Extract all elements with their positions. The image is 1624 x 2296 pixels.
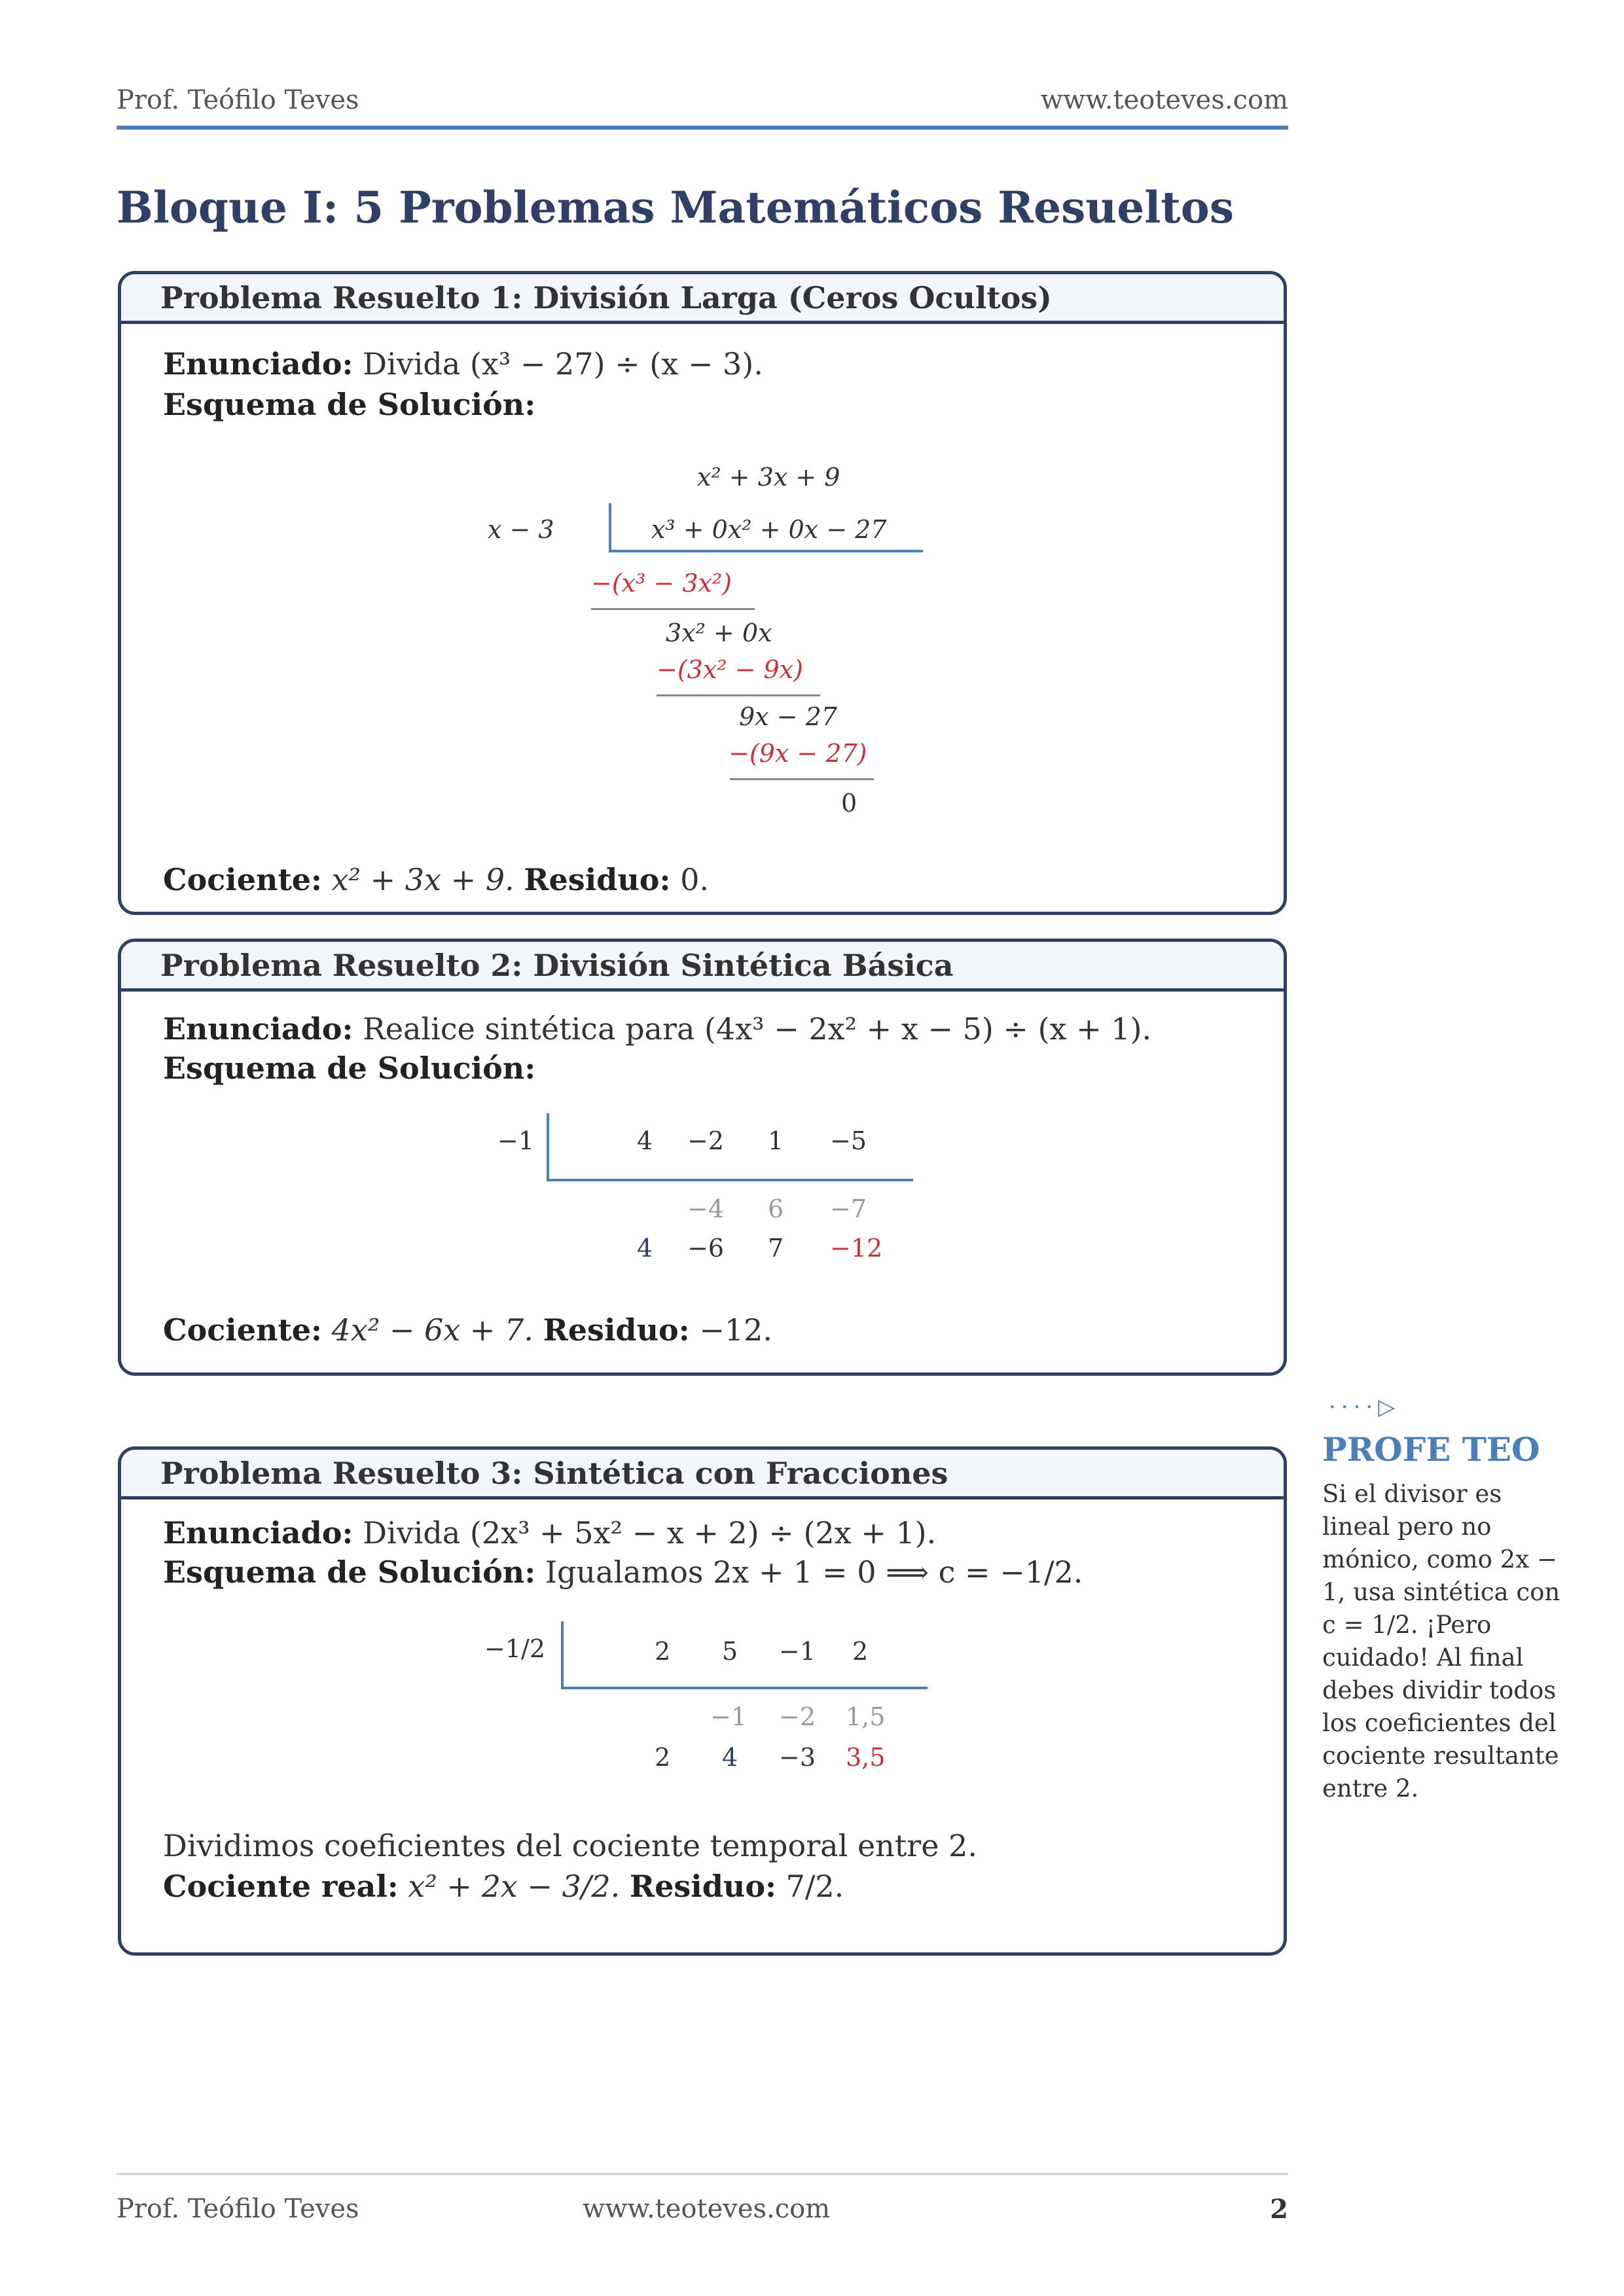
step-rule-2 [657,694,820,696]
synthetic-product: −4 [687,1194,725,1223]
page-number: 2 [1270,2194,1288,2225]
scheme-text: Igualamos 2x + 1 = 0 ⟹ c = −1/2. [545,1554,1083,1590]
synthetic-remainder: 3,5 [846,1743,886,1772]
problem-2-scheme [163,1050,535,1086]
sidebar-title: PROFE TEO [1322,1430,1540,1469]
sidebar-arrow-icon: ····▷ [1329,1394,1401,1420]
synthetic-result: 7 [768,1234,784,1263]
statement-label: Enunciado: [163,1515,353,1551]
synthetic-product: 6 [768,1194,784,1223]
problem-1-box [118,271,1287,915]
synthetic-result: 2 [655,1743,671,1772]
problem-3-statement [163,1515,936,1551]
synthetic-bracket-horizontal [547,1179,913,1181]
statement-label: Enunciado: [163,1011,353,1047]
synthetic-coef: 1 [768,1126,784,1155]
remainder-label: Residuo: [543,1312,690,1348]
problem-2-heading: Problema Resuelto 2: División Sintética Básica [121,942,1284,992]
problem-1-statement [163,346,763,382]
scheme-label: Esquema de Solución: [163,387,536,422]
sidebar-text: Si el divisor es lineal pero no mónico, como 2x − 1, usa sintética con c = 1/2. ¡Pero cuidado! Al final debes dividir todos los coeficientes del cociente resultante entre 2. [1322,1480,1561,1803]
remainder-label: Residuo: [524,862,671,897]
long-division-step-1: −(x³ − 3x²) [591,569,732,598]
synthetic-root: −1 [497,1126,535,1155]
long-division-dividend: x³ + 0x² + 0x − 27 [651,515,887,544]
synthetic-bracket-vertical [547,1113,549,1181]
remainder-value: 7/2. [785,1869,844,1904]
synthetic-coef: −1 [779,1637,816,1666]
step-rule-3 [730,778,874,780]
synthetic-result: −6 [687,1234,725,1263]
quotient-value: 4x² − 6x + 7. [331,1312,533,1348]
synthetic-bracket-horizontal [561,1687,928,1689]
long-division-step-3: −(3x² − 9x) [657,655,803,684]
problem-3-heading: Problema Resuelto 3: Sintética con Fracciones [121,1450,1284,1499]
statement-text: Divida (x³ − 27) ÷ (x − 3). [363,346,763,382]
header-rule [117,126,1288,130]
quotient-value: x² + 2x − 3/2. [408,1869,621,1904]
long-division-divisor: x − 3 [488,515,554,544]
scheme-label: Esquema de Solución: [163,1554,536,1590]
footer-author: Prof. Teófilo Teves [117,2194,359,2224]
statement-label: Enunciado: [163,346,353,382]
long-division-quotient: x² + 3x + 9 [697,463,840,492]
synthetic-product: −1 [710,1702,748,1731]
problem-2-result [163,1312,772,1348]
problem-3-scheme [163,1554,1083,1590]
synthetic-product: 1,5 [846,1702,886,1731]
problem-2-statement [163,1011,1151,1047]
remainder-label: Residuo: [629,1869,776,1904]
quotient-label: Cociente real: [163,1869,399,1904]
problem-1-result [163,862,709,897]
problem-3-box [118,1446,1287,1956]
footer-site[interactable]: www.teoteves.com [583,2194,831,2224]
synthetic-coef: 2 [852,1637,869,1666]
synthetic-product: −2 [779,1702,816,1731]
division-bracket-vertical [609,503,611,552]
problem-2-box [118,939,1287,1376]
header-author: Prof. Teófilo Teves [117,85,359,115]
synthetic-product: −7 [830,1194,867,1223]
remainder-value: 0. [680,862,709,897]
synthetic-remainder: −12 [830,1234,883,1263]
statement-text: Realice sintética para (4x³ − 2x² + x − 5) ÷ (x + 1). [363,1011,1152,1047]
synthetic-coef: 2 [655,1637,671,1666]
long-division-step-5: −(9x − 27) [729,739,867,768]
synthetic-root: −1/2 [484,1634,545,1663]
quotient-label: Cociente: [163,1312,322,1348]
long-division-remainder: 0 [841,789,857,817]
long-division-step-2: 3x² + 0x [666,619,772,647]
division-bracket-horizontal [609,550,923,552]
problem-1-heading: Problema Resuelto 1: División Larga (Ceros Ocultos) [121,274,1284,324]
step-rule-1 [591,608,755,610]
synthetic-result: 4 [722,1743,738,1772]
quotient-label: Cociente: [163,862,322,897]
page-title: Bloque I: 5 Problemas Matemáticos Resueltos [117,182,1234,233]
remainder-value: −12. [699,1312,773,1348]
synthetic-coef: −5 [830,1126,867,1155]
synthetic-coef: −2 [687,1126,725,1155]
synthetic-bracket-vertical [561,1621,564,1689]
problem-3-note: Dividimos coeficientes del cociente temporal entre 2. [163,1828,977,1863]
statement-text: Divida (2x³ + 5x² − x + 2) ÷ (2x + 1). [363,1515,937,1551]
synthetic-result: −3 [779,1743,816,1772]
footer-rule [117,2173,1288,2175]
quotient-value: x² + 3x + 9. [331,862,514,897]
synthetic-coef: 4 [637,1126,653,1155]
problem-1-scheme [163,387,535,422]
header-site[interactable]: www.teoteves.com [1040,85,1288,115]
scheme-label: Esquema de Solución: [163,1050,536,1086]
synthetic-result: 4 [637,1234,653,1263]
long-division-step-4: 9x − 27 [739,702,837,731]
synthetic-coef: 5 [722,1637,738,1666]
problem-3-result [163,1869,844,1904]
